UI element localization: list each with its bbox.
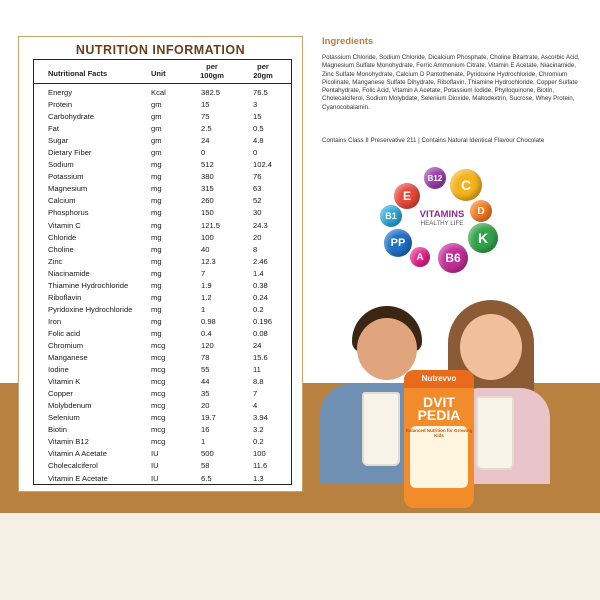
vitamins-cluster bbox=[372, 165, 512, 280]
table-row bbox=[34, 111, 291, 123]
row-per-20: 0.5 bbox=[253, 124, 264, 134]
table-row bbox=[34, 183, 291, 195]
row-unit: mg bbox=[151, 280, 162, 290]
row-per-20: 1.3 bbox=[253, 473, 264, 483]
row-per-100: 1 bbox=[201, 437, 206, 447]
row-per-100: 0.4 bbox=[201, 328, 212, 338]
row-unit: gm bbox=[151, 148, 162, 158]
row-unit: mg bbox=[151, 232, 162, 242]
table-row bbox=[34, 244, 291, 256]
table-row bbox=[34, 99, 291, 111]
table-row bbox=[34, 220, 291, 232]
row-per-100: 260 bbox=[201, 196, 214, 206]
table-row bbox=[34, 87, 291, 99]
row-per-100: 19.7 bbox=[201, 413, 216, 423]
table-row bbox=[34, 304, 291, 316]
table-row bbox=[34, 171, 291, 183]
row-per-100: 15 bbox=[201, 100, 210, 110]
table-row bbox=[34, 280, 291, 292]
row-unit: mcg bbox=[151, 377, 166, 387]
row-name: Iron bbox=[48, 316, 62, 326]
row-per-20: 0.38 bbox=[253, 280, 268, 290]
row-per-20: 20 bbox=[253, 232, 262, 242]
row-per-20: 8 bbox=[253, 244, 258, 254]
kids-photo bbox=[300, 292, 562, 512]
row-per-100: 100 bbox=[201, 232, 214, 242]
row-unit: mcg bbox=[151, 389, 166, 399]
row-name: Niacinamide bbox=[48, 268, 90, 278]
table-row bbox=[34, 388, 291, 400]
row-unit: mg bbox=[151, 220, 162, 230]
table-row bbox=[34, 364, 291, 376]
row-name: Selenium bbox=[48, 413, 80, 423]
row-unit: gm bbox=[151, 136, 162, 146]
row-unit: mg bbox=[151, 292, 162, 302]
row-name: Manganese bbox=[48, 353, 88, 363]
jar-name-line2: PEDIA bbox=[417, 407, 461, 423]
row-per-20: 76.5 bbox=[253, 88, 268, 97]
table-row bbox=[34, 328, 291, 340]
row-per-20: 15.6 bbox=[253, 353, 268, 363]
ingredients-note: Contains Class II Preservative 211 | Contains Natural Identical Flavour Chocolate bbox=[322, 137, 545, 144]
row-unit: gm bbox=[151, 100, 162, 110]
row-per-20: 3.2 bbox=[253, 425, 264, 435]
row-per-20: 7 bbox=[253, 389, 258, 399]
header-per-100-top: per bbox=[206, 62, 218, 71]
row-per-100: 382.5 bbox=[201, 88, 221, 97]
row-unit: IU bbox=[151, 461, 159, 471]
row-per-100: 75 bbox=[201, 112, 210, 122]
row-per-20: 63 bbox=[253, 184, 262, 194]
table-row bbox=[34, 268, 291, 280]
row-unit: mg bbox=[151, 208, 162, 218]
row-per-20: 1.4 bbox=[253, 268, 264, 278]
row-per-100: 24 bbox=[201, 136, 210, 146]
row-unit: mcg bbox=[151, 413, 166, 423]
row-name: Vitamin B12 bbox=[48, 437, 89, 447]
table-row bbox=[34, 316, 291, 328]
table-row bbox=[34, 376, 291, 388]
jar-brand: Nutrevvo bbox=[421, 374, 457, 383]
header-per-20 bbox=[250, 62, 276, 80]
table-row bbox=[34, 400, 291, 412]
table-row bbox=[34, 256, 291, 268]
table-row bbox=[34, 292, 291, 304]
row-name: Zinc bbox=[48, 256, 63, 266]
table-row bbox=[34, 412, 291, 424]
nutrition-card bbox=[18, 36, 303, 492]
row-name: Choline bbox=[48, 244, 74, 254]
ingredients-title: Ingredients bbox=[322, 36, 374, 47]
row-unit: mcg bbox=[151, 353, 166, 363]
row-name: Potassium bbox=[48, 172, 84, 182]
row-name: Energy bbox=[48, 88, 73, 97]
header-per-20-bottom: 20gm bbox=[253, 71, 273, 80]
table-row bbox=[34, 460, 291, 472]
row-per-20: 52 bbox=[253, 196, 262, 206]
table-row bbox=[34, 352, 291, 364]
table-row bbox=[34, 424, 291, 436]
vitamin-bubble-b12: B12 bbox=[424, 167, 446, 189]
row-per-20: 15 bbox=[253, 112, 262, 122]
row-per-100: 1.2 bbox=[201, 292, 212, 302]
row-unit: mg bbox=[151, 316, 162, 326]
row-name: Carbohydrate bbox=[48, 112, 95, 122]
product-jar bbox=[404, 370, 474, 508]
table-header bbox=[34, 60, 291, 84]
row-name: Thiamine Hydrochloride bbox=[48, 280, 129, 290]
row-unit: gm bbox=[151, 124, 162, 134]
row-per-20: 11 bbox=[253, 365, 261, 375]
milk-glass-left bbox=[362, 392, 400, 466]
table-row bbox=[34, 123, 291, 135]
row-per-20: 100 bbox=[253, 449, 266, 459]
jar-tagline: Balanced Nutrition for Growing Kids bbox=[405, 428, 473, 438]
row-unit: mg bbox=[151, 196, 162, 206]
row-name: Dietary Fiber bbox=[48, 148, 92, 158]
table-row bbox=[34, 232, 291, 244]
nutrition-table bbox=[33, 59, 292, 485]
row-per-20: 76 bbox=[253, 172, 262, 182]
row-name: Protein bbox=[48, 100, 73, 110]
row-unit: mg bbox=[151, 160, 162, 170]
row-name: Folic acid bbox=[48, 328, 81, 338]
row-per-100: 0.98 bbox=[201, 316, 216, 326]
row-unit: mcg bbox=[151, 401, 166, 411]
row-name: Sodium bbox=[48, 160, 74, 170]
table-row bbox=[34, 135, 291, 147]
row-name: Copper bbox=[48, 389, 73, 399]
row-name: Molybdenum bbox=[48, 401, 92, 411]
ingredients-text: Potassium Chloride, Sodium Chloride, Dicalcium Phosphate, Choline Bitartrate, Ascorbic Acid, Magnesium Sulfate Monohydrate, Ferric Ammonium Citrate, Vitamin E Acetate, Niacinamide, Zinc Sulfate Monohydrate, Calcium D Pantothenate, Pyridoxine Hydrochloride, Chromium Picolinate, Manganese Sulfate Dihydrate, Riboflavin, Thiamine Hydrochloride, Copper Sulfate Pentahydrate, Folic Acid, Vitamin A Acetate, Potassium Iodide, Phylloquinone, Biotin, Cholecalciferol, Sodium Molybdate, Selenium Dioxide, Maltodextrin, Sucrose, Whey Protein, Cyanocobalamin. bbox=[322, 54, 580, 111]
row-per-20: 0.196 bbox=[253, 316, 273, 326]
vitamins-subtitle: HEALTHY LIFE bbox=[420, 220, 464, 227]
row-unit: mg bbox=[151, 328, 162, 338]
row-name: Vitamin K bbox=[48, 377, 81, 387]
table-row bbox=[34, 159, 291, 171]
row-name: Magnesium bbox=[48, 184, 88, 194]
vitamin-bubble-c: C bbox=[450, 169, 482, 201]
row-per-100: 512 bbox=[201, 160, 214, 170]
row-name: Fat bbox=[48, 124, 59, 134]
row-per-20: 8.8 bbox=[253, 377, 264, 387]
table-row bbox=[34, 147, 291, 159]
row-per-100: 120 bbox=[201, 340, 214, 350]
header-per-100-bottom: 100gm bbox=[200, 71, 224, 80]
row-name: Vitamin C bbox=[48, 220, 81, 230]
row-unit: mg bbox=[151, 184, 162, 194]
vitamin-bubble-a: A bbox=[410, 247, 430, 267]
vitamins-caption bbox=[410, 209, 474, 227]
header-facts: Nutritional Facts bbox=[48, 69, 108, 78]
row-per-20: 11.6 bbox=[253, 461, 268, 471]
jar-name bbox=[404, 396, 474, 422]
vitamin-bubble-pp: PP bbox=[384, 229, 412, 257]
row-per-100: 315 bbox=[201, 184, 214, 194]
row-per-100: 78 bbox=[201, 353, 210, 363]
row-per-20: 24.3 bbox=[253, 220, 268, 230]
row-unit: IU bbox=[151, 449, 159, 459]
row-unit: mg bbox=[151, 304, 162, 314]
row-per-20: 0.2 bbox=[253, 437, 264, 447]
row-per-100: 20 bbox=[201, 401, 210, 411]
row-per-20: 0.24 bbox=[253, 292, 268, 302]
row-per-100: 44 bbox=[201, 377, 210, 387]
row-per-100: 6.5 bbox=[201, 473, 212, 483]
row-per-20: 0 bbox=[253, 148, 258, 158]
row-per-20: 2.46 bbox=[253, 256, 268, 266]
row-name: Phosphorus bbox=[48, 208, 89, 218]
row-per-20: 3.94 bbox=[253, 413, 268, 423]
row-per-100: 35 bbox=[201, 389, 210, 399]
vitamin-bubble-e: E bbox=[394, 183, 420, 209]
row-name: Biotin bbox=[48, 425, 67, 435]
row-per-100: 0 bbox=[201, 148, 206, 158]
cream-background-band bbox=[0, 513, 600, 600]
table-row bbox=[34, 473, 291, 485]
vitamins-title: VITAMINS bbox=[419, 209, 465, 220]
row-per-100: 121.5 bbox=[201, 220, 221, 230]
row-per-100: 55 bbox=[201, 365, 210, 375]
vitamin-bubble-b1: B1 bbox=[380, 205, 402, 227]
table-row bbox=[34, 195, 291, 207]
row-per-100: 500 bbox=[201, 449, 214, 459]
row-per-20: 0.2 bbox=[253, 304, 264, 314]
row-per-20: 3 bbox=[253, 100, 258, 110]
row-per-100: 1 bbox=[201, 304, 206, 314]
header-per-100 bbox=[197, 62, 227, 80]
row-per-20: 0.08 bbox=[253, 328, 268, 338]
row-name: Riboflavin bbox=[48, 292, 82, 302]
table-row bbox=[34, 340, 291, 352]
vitamin-bubble-b6: B6 bbox=[438, 243, 468, 273]
row-per-100: 16 bbox=[201, 425, 210, 435]
row-unit: mg bbox=[151, 172, 162, 182]
row-per-20: 30 bbox=[253, 208, 262, 218]
row-name: Pyridoxine Hydrochloride bbox=[48, 304, 133, 314]
row-per-20: 4 bbox=[253, 401, 258, 411]
header-per-20-top: per bbox=[257, 62, 269, 71]
row-unit: gm bbox=[151, 112, 162, 122]
row-per-100: 2.5 bbox=[201, 124, 212, 134]
table-row bbox=[34, 207, 291, 219]
row-name: Iodine bbox=[48, 365, 69, 375]
row-unit: mg bbox=[151, 244, 162, 254]
row-name: Calcium bbox=[48, 196, 76, 206]
table-row bbox=[34, 448, 291, 460]
row-name: Cholecalciferol bbox=[48, 461, 98, 471]
row-name: Chloride bbox=[48, 232, 77, 242]
header-unit: Unit bbox=[151, 69, 166, 78]
row-per-100: 12.3 bbox=[201, 256, 216, 266]
row-per-100: 7 bbox=[201, 268, 206, 278]
row-per-100: 380 bbox=[201, 172, 214, 182]
milk-glass-right bbox=[476, 396, 514, 470]
row-unit: mg bbox=[151, 268, 162, 278]
row-name: Chromium bbox=[48, 340, 84, 350]
table-row bbox=[34, 436, 291, 448]
table-body bbox=[34, 87, 291, 485]
row-name: Vitamin A Acetate bbox=[48, 449, 107, 459]
row-name: Sugar bbox=[48, 136, 69, 146]
vitamin-bubble-k: K bbox=[468, 223, 498, 253]
row-unit: mcg bbox=[151, 365, 166, 375]
row-per-100: 40 bbox=[201, 244, 210, 254]
jar-name-line1: DVIT bbox=[423, 394, 455, 410]
row-per-20: 102.4 bbox=[253, 160, 273, 170]
row-per-20: 4.8 bbox=[253, 136, 264, 146]
row-per-100: 1.9 bbox=[201, 280, 212, 290]
row-unit: mcg bbox=[151, 425, 166, 435]
row-unit: mg bbox=[151, 256, 162, 266]
row-name: Vitamin E Acetate bbox=[48, 473, 108, 483]
row-per-100: 58 bbox=[201, 461, 210, 471]
row-unit: IU bbox=[151, 473, 159, 483]
nutrition-title: NUTRITION INFORMATION bbox=[75, 43, 246, 57]
vitamin-bubble-d: D bbox=[470, 200, 492, 222]
row-per-100: 150 bbox=[201, 208, 214, 218]
row-unit: mcg bbox=[151, 437, 166, 447]
row-unit: Kcal bbox=[151, 88, 166, 97]
row-per-20: 24 bbox=[253, 340, 262, 350]
row-unit: mcg bbox=[151, 340, 166, 350]
